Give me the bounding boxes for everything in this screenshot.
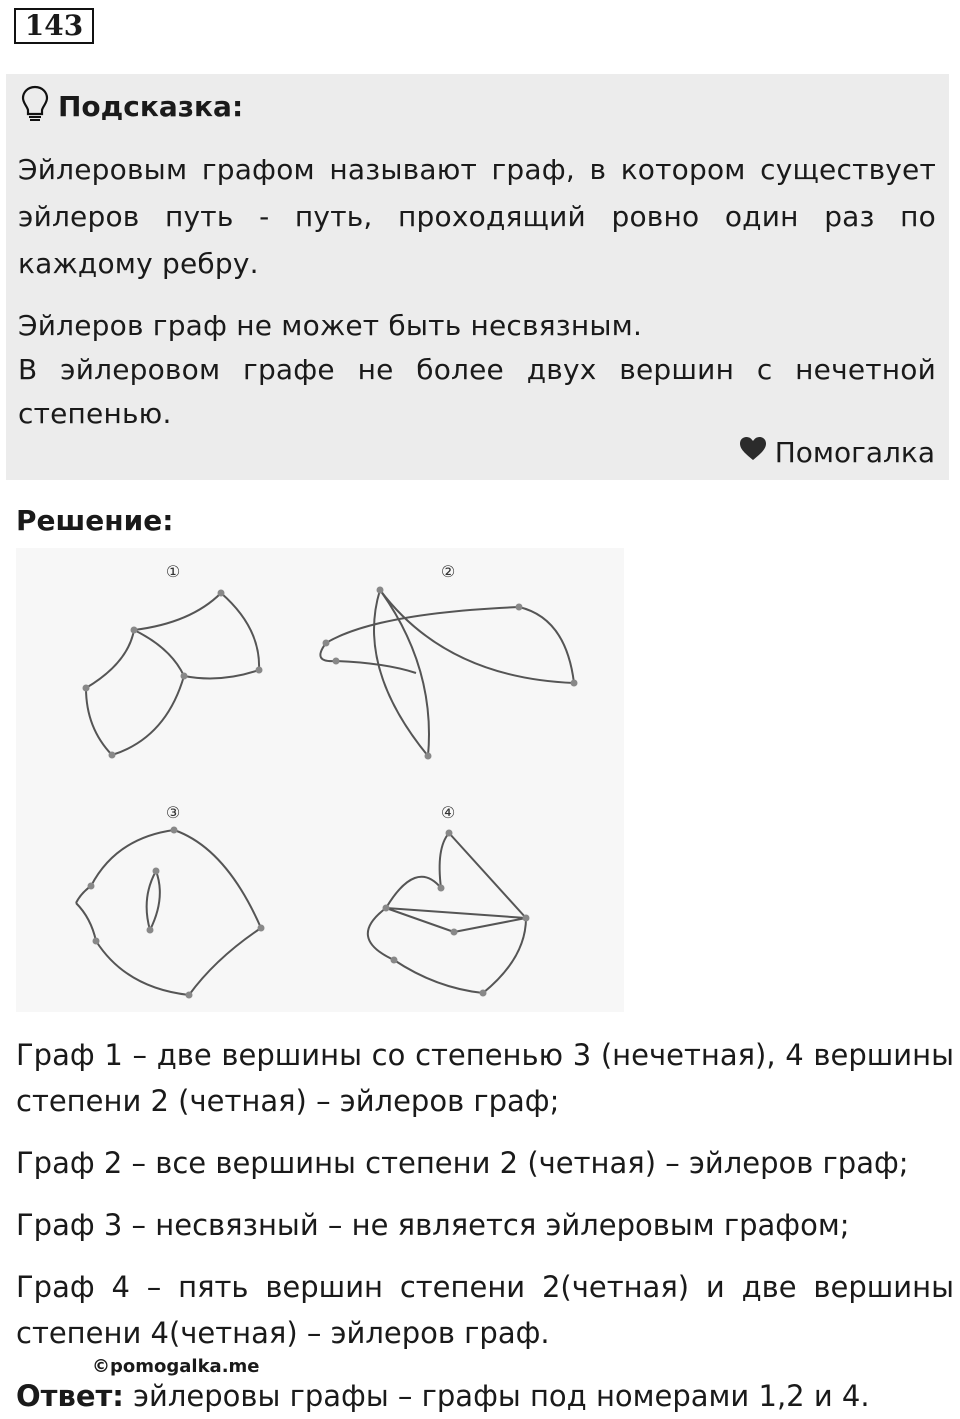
graph-1-explanation xyxy=(16,1032,954,1124)
hint-line: В эйлеровом графе не более двух вершин с нечетной xyxy=(18,353,936,386)
graph-4 xyxy=(368,833,526,993)
hint-definition xyxy=(18,146,936,287)
brand-signature xyxy=(739,436,935,469)
copyright: ©pomogalka.me xyxy=(92,1356,260,1377)
text-line: Граф 1 – две вершины со степенью 3 (нечетная), 4 вершины xyxy=(16,1038,954,1072)
graph-3 xyxy=(76,830,261,995)
graph-2 xyxy=(320,590,574,756)
graph-4-explanation xyxy=(16,1264,954,1356)
answer-text: эйлеровы графы – графы под номерами 1,2 и 4. xyxy=(123,1379,870,1413)
text-line: степени 2 (четная) – эйлеров граф; xyxy=(16,1084,560,1118)
brand-name: Помогалка xyxy=(774,436,935,469)
graph-label: ① xyxy=(165,562,181,581)
hint-line: степенью. xyxy=(18,397,172,430)
heart-icon xyxy=(739,436,767,469)
graph-label: ② xyxy=(440,562,456,581)
hint-properties xyxy=(18,304,936,436)
text-line: Граф 4 – пять вершин степени 2(четная) и две вершины xyxy=(16,1270,954,1304)
answer xyxy=(16,1374,870,1418)
hint-title: Подсказка: xyxy=(58,89,244,123)
graph-label: ③ xyxy=(165,803,181,822)
solution-title: Решение: xyxy=(16,504,174,537)
hint-header xyxy=(20,84,243,128)
answer-label: Ответ: xyxy=(16,1379,124,1413)
graph-label: ④ xyxy=(440,803,456,822)
task-number: 143 xyxy=(14,8,94,44)
hint-line: каждому ребру. xyxy=(18,247,259,280)
hint-line: Эйлеров граф не может быть несвязным. xyxy=(18,309,643,342)
graph-2-explanation: Граф 2 – все вершины степени 2 (четная) – эйлеров граф; xyxy=(16,1146,909,1180)
lightbulb-icon xyxy=(20,84,50,128)
hint-line: Эйлеровым графом называют граф, в котором существует xyxy=(18,153,936,186)
text-line: степени 4(четная) – эйлеров граф. xyxy=(16,1316,550,1350)
graph-3-explanation: Граф 3 – несвязный – не является эйлеровым графом; xyxy=(16,1208,850,1242)
hint-line: эйлеров путь - путь, проходящий ровно один раз по xyxy=(18,200,936,233)
hint-box xyxy=(6,74,949,480)
graph-1 xyxy=(86,593,259,755)
graphs-figure xyxy=(16,548,624,1012)
